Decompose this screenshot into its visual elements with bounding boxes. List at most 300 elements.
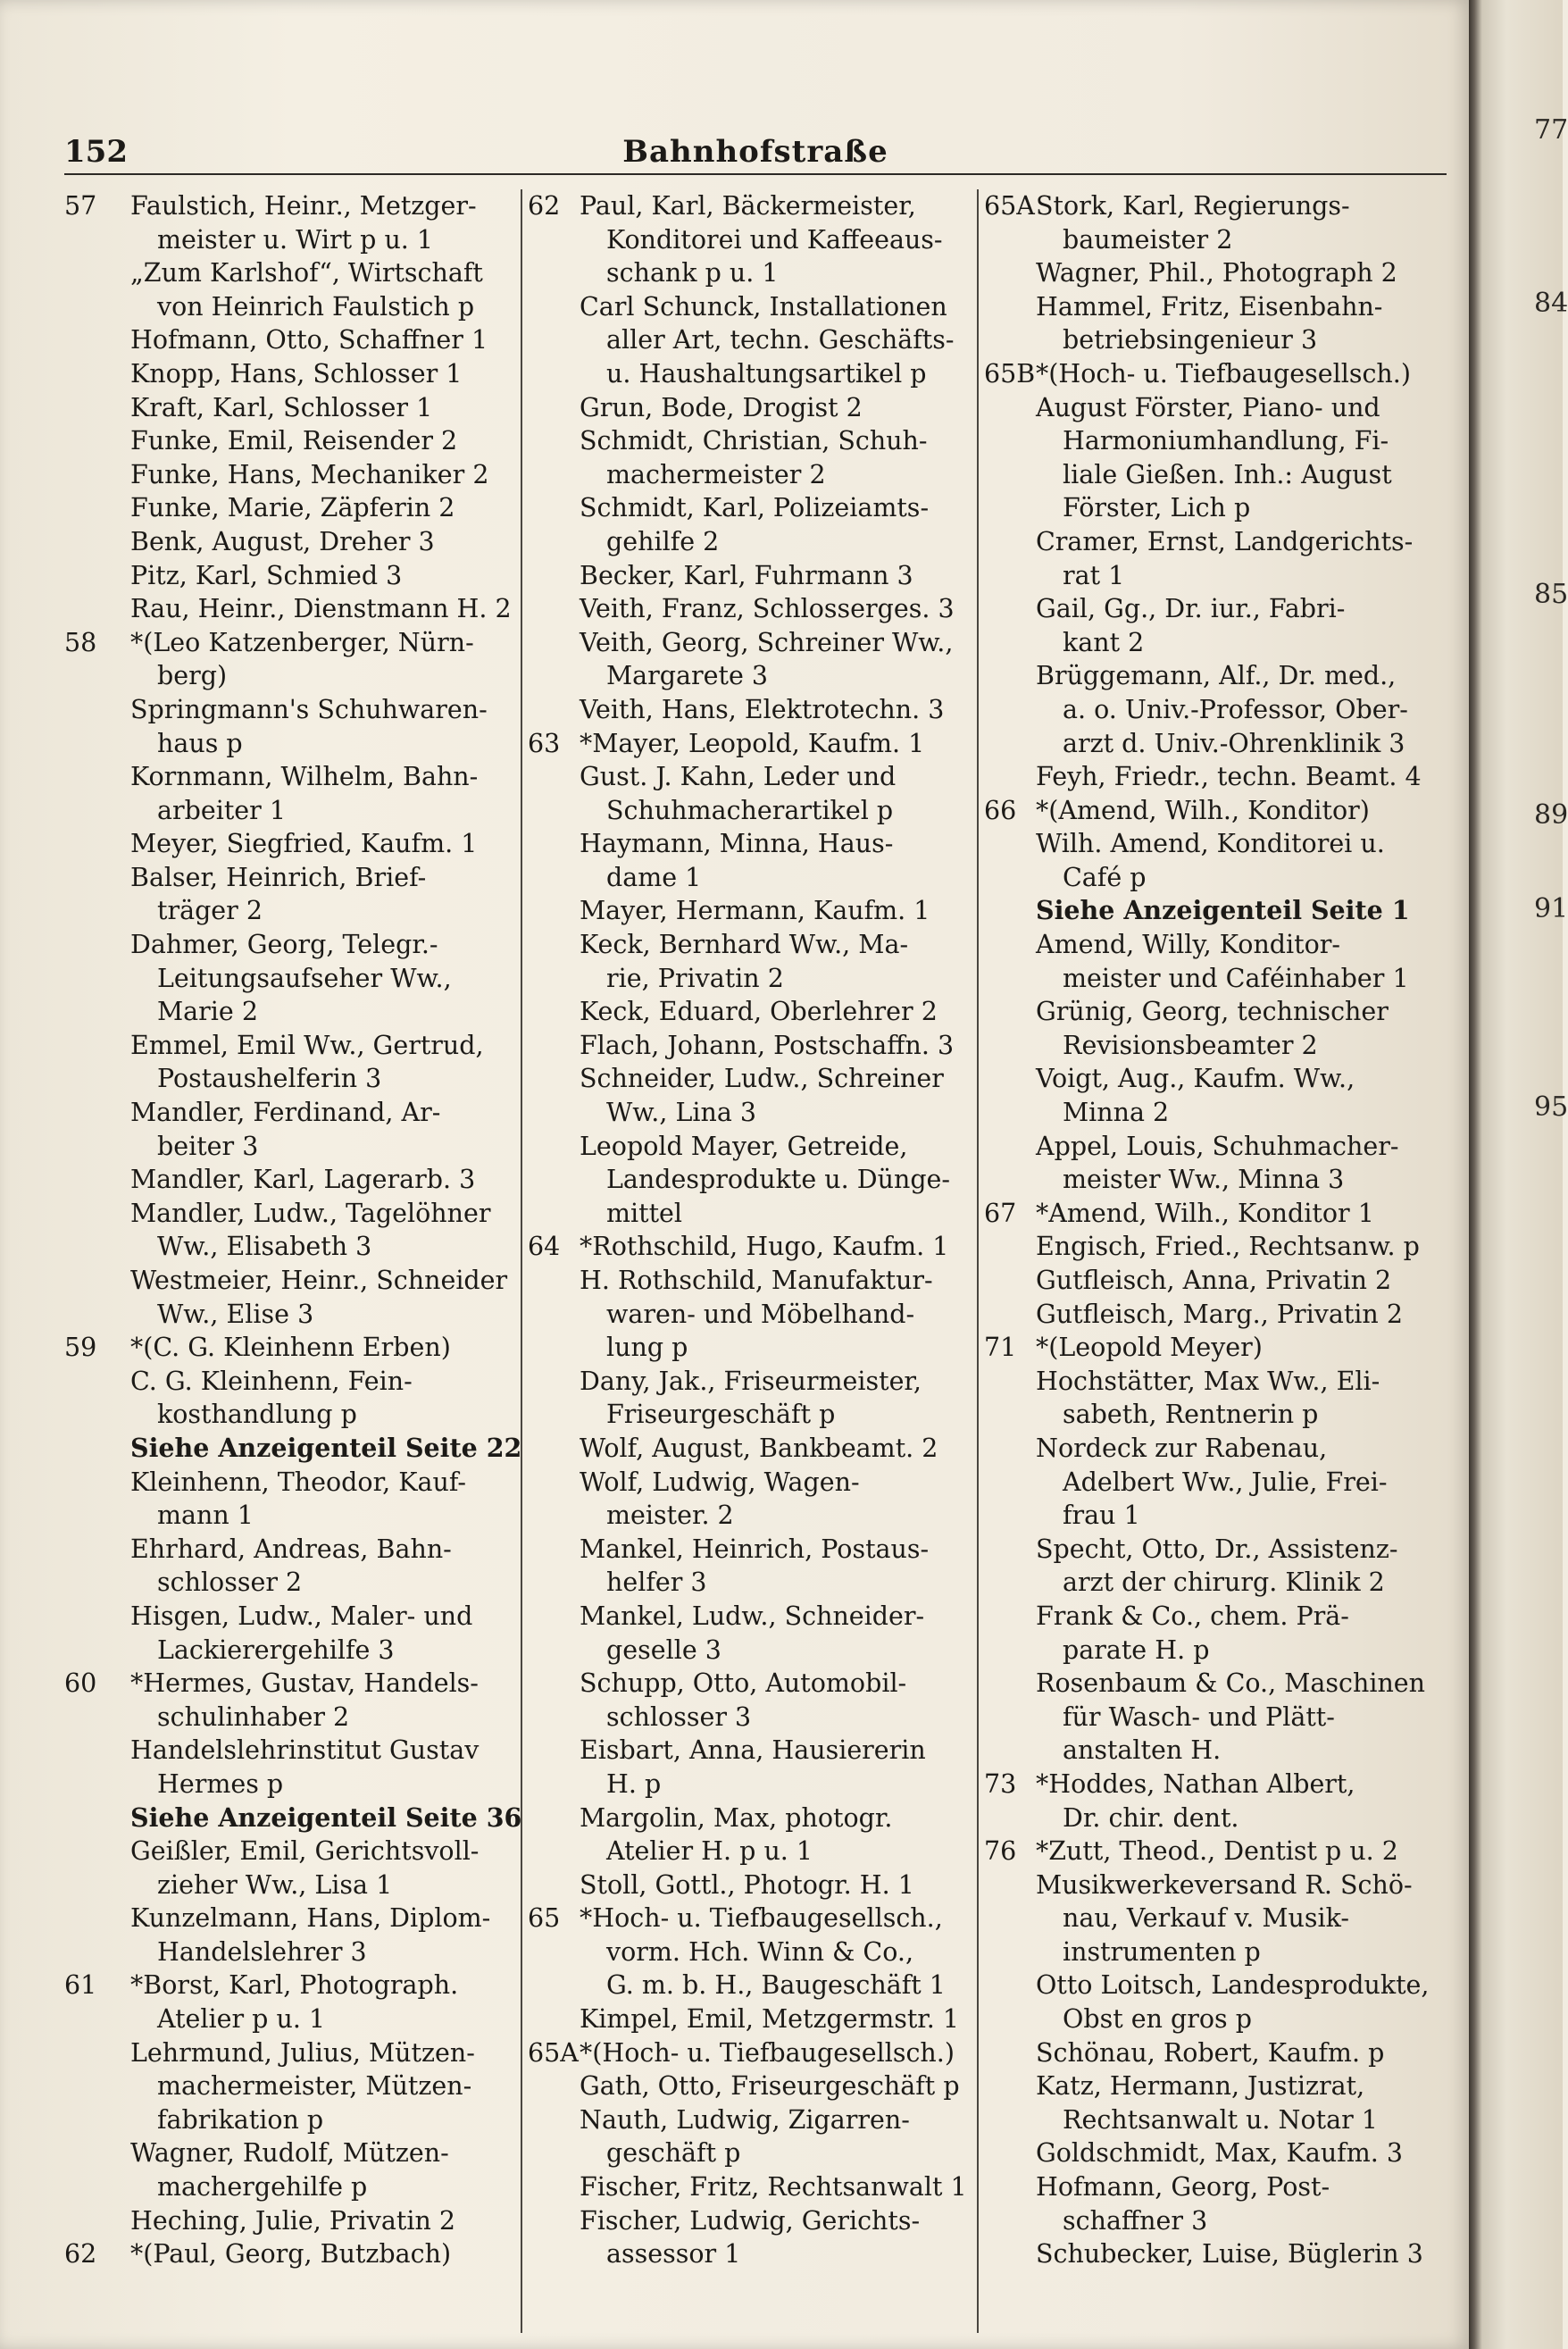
entry-line: *Hoddes, Nathan Albert,: [1036, 1768, 1355, 1799]
directory-entry: [522, 2036, 973, 2070]
entry-continuation-line: mittel: [606, 1198, 683, 1228]
entry-line: „Zum Karlshof“, Wirtschaft: [130, 258, 483, 288]
entry-line: Kornmann, Wilhelm, Bahn-: [130, 762, 479, 792]
entry-line: Hofmann, Georg, Post-: [1036, 2172, 1330, 2203]
directory-entry: [979, 592, 1461, 659]
directory-entry: [522, 1466, 973, 1533]
directory-entry: [979, 760, 1461, 794]
entry-line: Hisgen, Ludw., Maler- und: [130, 1601, 473, 1631]
directory-entry: [522, 290, 973, 391]
entry-continuation-line: nau, Verkauf v. Musik-: [1063, 1903, 1350, 1934]
entry-line: Knopp, Hans, Schlosser 1: [130, 358, 463, 389]
directory-entry: [64, 491, 515, 525]
adjacent-page-number: 84: [1534, 288, 1568, 319]
entry-line: Hochstätter, Max Ww., Eli-: [1036, 1366, 1380, 1396]
directory-entry: [522, 1230, 973, 1264]
entry-continuation-line: arzt der chirurg. Klinik 2: [1063, 1567, 1385, 1598]
entry-line: *(Amend, Wilh., Konditor): [1036, 795, 1370, 825]
directory-entry: [64, 2136, 515, 2203]
directory-entry: [64, 424, 515, 458]
entry-line: Carl Schunck, Installationen: [580, 291, 947, 322]
entry-continuation-line: meister und Caféinhaber 1: [1063, 963, 1409, 993]
directory-entry: [522, 2069, 973, 2103]
directory-entry: [979, 794, 1461, 828]
entry-continuation-line: arzt d. Univ.-Ohrenklinik 3: [1063, 728, 1405, 758]
entry-line: Dahmer, Georg, Telegr.-: [130, 930, 438, 960]
directory-entry: [522, 1264, 973, 1365]
entry-line: Mandler, Ferdinand, Ar-: [130, 1098, 441, 1128]
entry-line: Siehe Anzeigenteil Seite 1: [1036, 895, 1410, 926]
directory-entry: [522, 1533, 973, 1600]
entry-continuation-line: Adelbert Ww., Julie, Frei-: [1063, 1467, 1388, 1497]
directory-entry: [64, 1969, 515, 2036]
advertisement-reference: [979, 894, 1461, 928]
entry-continuation-line: instrumenten p: [1063, 1936, 1261, 1967]
entry-continuation-line: vorm. Hch. Winn & Co.,: [606, 1936, 914, 1967]
directory-entry: [979, 1230, 1461, 1264]
entry-line: Funke, Emil, Reisender 2: [130, 426, 458, 456]
entry-continuation-line: Café p: [1063, 862, 1147, 892]
entry-continuation-line: anstalten H.: [1063, 1735, 1222, 1766]
adjacent-page-number: 89: [1534, 799, 1568, 831]
entry-continuation-line: träger 2: [157, 896, 263, 926]
directory-entry: [979, 2170, 1461, 2237]
directory-entry: [522, 626, 973, 693]
directory-entry: [64, 2204, 515, 2238]
directory-entry: [979, 1600, 1461, 1667]
entry-line: Specht, Otto, Dr., Assistenz-: [1036, 1534, 1398, 1564]
directory-entry: [979, 1062, 1461, 1129]
entry-continuation-line: Konditorei und Kaffeeaus-: [606, 224, 943, 255]
directory-entry: [64, 256, 515, 323]
entry-continuation-line: Hermes p: [157, 1768, 284, 1799]
entry-line: *Hoch- u. Tiefbaugesellsch.,: [580, 1903, 943, 1934]
entry-continuation-line: liale Gießen. Inh.: August: [1063, 459, 1392, 489]
directory-entry: [979, 659, 1461, 760]
directory-entry: [522, 1062, 973, 1129]
entry-line: Wagner, Rudolf, Mützen-: [130, 2138, 449, 2169]
house-number: 76: [984, 1836, 1017, 1867]
directory-entry: [64, 1734, 515, 1801]
directory-entry: [979, 1130, 1461, 1197]
entry-continuation-line: lung p: [606, 1333, 688, 1363]
entry-line: Stoll, Gottl., Photogr. H. 1: [580, 1869, 914, 1900]
directory-entry: [522, 894, 973, 928]
directory-entry: [522, 1029, 973, 1063]
entry-line: Mayer, Hermann, Kaufm. 1: [580, 896, 930, 926]
entry-line: Gath, Otto, Friseurgeschäft p: [580, 2071, 960, 2102]
directory-entry: [979, 827, 1461, 894]
directory-entry: [64, 2237, 515, 2271]
directory-entry: [979, 1331, 1461, 1365]
directory-entry: [979, 1667, 1461, 1768]
entry-line: Fischer, Ludwig, Gerichts-: [580, 2205, 921, 2236]
entry-continuation-line: von Heinrich Faulstich p: [157, 291, 475, 322]
entry-continuation-line: Ww., Lina 3: [606, 1098, 757, 1128]
house-number: 61: [64, 1970, 97, 2001]
house-number: 66: [984, 795, 1017, 825]
directory-entry: [64, 827, 515, 861]
entry-continuation-line: Schuhmacherartikel p: [606, 795, 894, 825]
entry-line: Westmeier, Heinr., Schneider: [130, 1266, 508, 1295]
directory-entry: [64, 760, 515, 827]
directory-entry: [64, 458, 515, 492]
house-number: 64: [528, 1232, 561, 1262]
entry-line: Springmann's Schuhwaren-: [130, 694, 488, 724]
entry-continuation-line: H. p: [606, 1768, 662, 1799]
directory-entry: [979, 2136, 1461, 2170]
entry-continuation-line: kant 2: [1063, 627, 1145, 657]
entry-line: Haymann, Minna, Haus-: [580, 829, 894, 859]
house-number: 60: [64, 1668, 97, 1699]
entry-continuation-line: waren- und Möbelhand-: [606, 1299, 915, 1329]
directory-entry: [64, 1163, 515, 1197]
entry-line: Leopold Mayer, Getreide,: [580, 1131, 908, 1161]
entry-continuation-line: rat 1: [1063, 560, 1125, 590]
entry-line: *(Hoch- u. Tiefbaugesellsch.): [1036, 358, 1411, 389]
house-number: 57: [64, 191, 97, 221]
entry-line: Wolf, August, Bankbeamt. 2: [580, 1433, 938, 1463]
entry-continuation-line: Förster, Lich p: [1063, 493, 1251, 523]
entry-line: Ehrhard, Andreas, Bahn-: [130, 1534, 452, 1564]
directory-entry: [64, 1902, 515, 1969]
directory-entry: [979, 1969, 1461, 2036]
directory-entry: [64, 1096, 515, 1163]
entry-continuation-line: assessor 1: [606, 2239, 741, 2270]
directory-entry: [64, 559, 515, 593]
entry-continuation-line: G. m. b. H., Baugeschäft 1: [606, 1970, 946, 2001]
entry-line: *(Leo Katzenberger, Nürn-: [130, 627, 474, 657]
entry-continuation-line: fabrikation p: [157, 2104, 324, 2135]
directory-entry: [522, 2002, 973, 2036]
directory-entry: [979, 2237, 1461, 2271]
adjacent-page-number: 91: [1534, 893, 1568, 924]
entry-continuation-line: sabeth, Rentnerin p: [1063, 1400, 1319, 1430]
directory-entry: [979, 1868, 1461, 1969]
entry-continuation-line: schulinhaber 2: [157, 1701, 350, 1732]
advertisement-reference: [64, 1801, 522, 1835]
entry-line: Emmel, Emil Ww., Gertrud,: [130, 1030, 484, 1060]
directory-entry: [64, 592, 515, 626]
directory-entry: [522, 491, 973, 558]
directory-entry: [522, 727, 973, 761]
house-number: 59: [64, 1333, 97, 1363]
entry-line: Keck, Bernhard Ww., Ma-: [580, 930, 909, 960]
entry-line: *Amend, Wilh., Konditor 1: [1036, 1198, 1374, 1228]
entry-continuation-line: zieher Ww., Lisa 1: [157, 1869, 393, 1900]
entry-line: Siehe Anzeigenteil Seite 22: [130, 1432, 522, 1463]
entry-line: *(Hoch- u. Tiefbaugesellsch.): [580, 2037, 955, 2068]
entry-line: Voigt, Aug., Kaufm. Ww.,: [1036, 1064, 1355, 1094]
entry-continuation-line: Postaushelferin 3: [157, 1064, 382, 1094]
entry-continuation-line: geselle 3: [606, 1634, 721, 1665]
directory-entry: [522, 760, 973, 827]
directory-entry: [522, 424, 973, 491]
entry-continuation-line: u. Haushaltungsartikel p: [606, 358, 927, 389]
entry-continuation-line: haus p: [157, 728, 243, 758]
entry-line: Gail, Gg., Dr. iur., Fabri-: [1036, 594, 1346, 624]
column-3: [977, 189, 1461, 2333]
entry-line: Goldschmidt, Max, Kaufm. 3: [1036, 2138, 1404, 2169]
house-number: 73: [984, 1768, 1017, 1799]
entry-line: Funke, Hans, Mechaniker 2: [130, 459, 489, 489]
entry-line: Stork, Karl, Regierungs-: [1036, 191, 1350, 221]
entry-line: Schupp, Otto, Automobil-: [580, 1668, 907, 1699]
house-number: 65B: [984, 358, 1036, 389]
entry-line: Rau, Heinr., Dienstmann H. 2: [130, 594, 512, 624]
entry-continuation-line: beiter 3: [157, 1131, 259, 1161]
directory-entry: [64, 525, 515, 559]
entry-line: Lehrmund, Julius, Mützen-: [130, 2037, 475, 2068]
entry-continuation-line: Landesprodukte u. Dünge-: [606, 1165, 951, 1195]
entry-continuation-line: schlosser 2: [157, 1567, 303, 1598]
entry-line: Appel, Louis, Schuhmacher-: [1036, 1131, 1399, 1161]
entry-line: C. G. Kleinhenn, Fein-: [130, 1366, 413, 1396]
entry-continuation-line: Ww., Elise 3: [157, 1299, 314, 1329]
entry-line: Schmidt, Karl, Polizeiamts-: [580, 493, 930, 523]
entry-line: Nordeck zur Rabenau,: [1036, 1433, 1328, 1463]
entry-continuation-line: machermeister, Mützen-: [157, 2071, 472, 2102]
house-number: 65A: [528, 2037, 579, 2068]
entry-continuation-line: frau 1: [1063, 1501, 1140, 1531]
entry-line: Hofmann, Otto, Schaffner 1: [130, 325, 488, 355]
entry-continuation-line: Leitungsaufseher Ww.,: [157, 963, 452, 993]
column-1: [64, 189, 522, 2333]
directory-entry: [979, 1533, 1461, 1600]
entry-continuation-line: rie, Privatin 2: [606, 963, 784, 993]
directory-entry: [522, 1130, 973, 1231]
entry-line: Flach, Johann, Postschaffn. 3: [580, 1030, 955, 1060]
entry-continuation-line: schlosser 3: [606, 1701, 752, 1732]
entry-continuation-line: gehilfe 2: [606, 526, 720, 556]
entry-continuation-line: für Wasch- und Plätt-: [1063, 1701, 1335, 1732]
house-number: 62: [64, 2239, 97, 2270]
entry-line: Becker, Karl, Fuhrmann 3: [580, 560, 913, 590]
directory-entry: [522, 827, 973, 894]
directory-entry: [522, 559, 973, 593]
entry-line: Geißler, Emil, Gerichtsvoll-: [130, 1836, 480, 1867]
directory-entry: [522, 1365, 973, 1432]
directory-entry: [979, 1197, 1461, 1231]
entry-line: Kleinhenn, Theodor, Kauf-: [130, 1467, 466, 1497]
directory-entry: [522, 592, 973, 626]
entry-line: Mankel, Ludw., Schneider-: [580, 1601, 925, 1631]
entry-line: *Rothschild, Hugo, Kaufm. 1: [580, 1232, 949, 1262]
directory-entry: [64, 323, 515, 357]
house-number: 65: [528, 1903, 561, 1934]
directory-entry: [522, 1600, 973, 1667]
directory-entry: [522, 2170, 973, 2204]
entry-line: Paul, Karl, Bäckermeister,: [580, 191, 916, 221]
entry-line: Nauth, Ludwig, Zigarren-: [580, 2104, 910, 2135]
entry-continuation-line: dame 1: [606, 862, 702, 892]
page-number: 152: [64, 134, 128, 170]
entry-continuation-line: kosthandlung p: [157, 1400, 357, 1430]
entry-continuation-line: parate H. p: [1063, 1634, 1210, 1665]
entry-line: H. Rothschild, Manufaktur-: [580, 1266, 933, 1295]
entry-line: Gutfleisch, Anna, Privatin 2: [1036, 1266, 1392, 1295]
entry-continuation-line: Atelier H. p u. 1: [606, 1836, 813, 1867]
entry-line: Amend, Willy, Konditor-: [1036, 930, 1341, 960]
directory-entry: [979, 1264, 1461, 1298]
directory-entry: [522, 928, 973, 995]
entry-continuation-line: a. o. Univ.-Professor, Ober-: [1063, 694, 1408, 724]
entry-continuation-line: geschäft p: [606, 2138, 741, 2169]
directory-entry: [522, 2204, 973, 2271]
directory-entry: [64, 1365, 515, 1432]
adjacent-page-number: 95: [1534, 1091, 1568, 1123]
entry-line: *(C. G. Kleinhenn Erben): [130, 1333, 451, 1363]
directory-entry: [64, 1331, 515, 1365]
directory-entry: [64, 1029, 515, 1096]
directory-entry: [979, 391, 1461, 525]
entry-line: Grünig, Georg, technischer: [1036, 997, 1389, 1027]
entry-line: Veith, Hans, Elektrotechn. 3: [580, 694, 945, 724]
entry-continuation-line: Handelslehrer 3: [157, 1936, 367, 1967]
entry-continuation-line: mann 1: [157, 1501, 254, 1531]
adjacent-page-number: 77: [1534, 114, 1568, 146]
directory-entry: [64, 626, 515, 693]
directory-entry: [979, 995, 1461, 1062]
entry-continuation-line: meister u. Wirt p u. 1: [157, 224, 434, 255]
entry-line: Keck, Eduard, Oberlehrer 2: [580, 997, 938, 1027]
column-2: [521, 189, 973, 2333]
directory-entry: [979, 357, 1461, 391]
entry-continuation-line: machermeister 2: [606, 459, 826, 489]
entry-line: Katz, Hermann, Justizrat,: [1036, 2071, 1365, 2102]
entry-continuation-line: helfer 3: [606, 1567, 707, 1598]
entry-line: Mandler, Karl, Lagerarb. 3: [130, 1165, 476, 1195]
entry-continuation-line: meister Ww., Minna 3: [1063, 1165, 1345, 1195]
entry-line: Schmidt, Christian, Schuh-: [580, 426, 928, 456]
directory-entry: [64, 1466, 515, 1533]
entry-line: Veith, Georg, Schreiner Ww.,: [580, 627, 954, 657]
entry-line: Brüggemann, Alf., Dr. med.,: [1036, 661, 1397, 691]
directory-entry: [522, 1734, 973, 1801]
entry-line: *Hermes, Gustav, Handels-: [130, 1668, 479, 1699]
directory-entry: [64, 357, 515, 391]
entry-line: Kimpel, Emil, Metzgermstr. 1: [580, 2004, 960, 2035]
entry-line: Dany, Jak., Friseurmeister,: [580, 1366, 922, 1396]
directory-entry: [64, 1197, 515, 1264]
advertisement-reference: [64, 1432, 522, 1466]
entry-continuation-line: aller Art, techn. Geschäfts-: [606, 325, 955, 355]
directory-entry: [64, 1835, 515, 1902]
directory-entry: [64, 391, 515, 425]
entry-line: Eisbart, Anna, Hausiererin: [580, 1735, 926, 1766]
entry-line: Faulstich, Heinr., Metzger-: [130, 191, 477, 221]
directory-entry: [522, 2103, 973, 2170]
entry-line: *Mayer, Leopold, Kaufm. 1: [580, 728, 925, 758]
entry-line: Grun, Bode, Drogist 2: [580, 392, 863, 422]
directory-entry: [979, 290, 1461, 357]
directory-entry: [64, 1667, 515, 1734]
entry-line: Meyer, Siegfried, Kaufm. 1: [130, 829, 478, 859]
entry-line: Wilh. Amend, Konditorei u.: [1036, 829, 1385, 859]
entry-line: Engisch, Fried., Rechtsanw. p: [1036, 1232, 1420, 1262]
entry-continuation-line: baumeister 2: [1063, 224, 1233, 255]
house-number: 63: [528, 728, 561, 758]
entry-line: Schneider, Ludw., Schreiner: [580, 1064, 944, 1094]
entry-line: *Borst, Karl, Photograph.: [130, 1970, 459, 2001]
entry-line: *(Leopold Meyer): [1036, 1333, 1263, 1363]
entry-continuation-line: betriebsingenieur 3: [1063, 325, 1318, 355]
directory-entry: [522, 1667, 973, 1734]
directory-entry: [64, 928, 515, 1029]
entry-line: Gutfleisch, Marg., Privatin 2: [1036, 1299, 1403, 1329]
house-number: 67: [984, 1198, 1017, 1228]
entry-line: August Förster, Piano- und: [1036, 392, 1380, 422]
directory-entry: [522, 1902, 973, 2002]
entry-continuation-line: schank p u. 1: [606, 258, 779, 288]
entry-line: Schönau, Robert, Kaufm. p: [1036, 2037, 1385, 2068]
entry-line: Wolf, Ludwig, Wagen-: [580, 1467, 860, 1497]
entry-continuation-line: Ww., Elisabeth 3: [157, 1232, 372, 1262]
entry-continuation-line: Marie 2: [157, 997, 258, 1027]
directory-entry: [979, 1432, 1461, 1533]
entry-line: Otto Loitsch, Landesprodukte,: [1036, 1970, 1430, 2001]
adjacent-page-number: 85: [1534, 579, 1568, 610]
directory-entry: [979, 2036, 1461, 2070]
entry-line: Musikwerkeversand R. Schö-: [1036, 1869, 1413, 1900]
entry-line: Margolin, Max, photogr.: [580, 1802, 893, 1833]
entry-continuation-line: Dr. chir. dent.: [1063, 1802, 1239, 1833]
directory-entry: [979, 189, 1461, 256]
directory-entry: [979, 2069, 1461, 2136]
entry-line: Gust. J. Kahn, Leder und: [580, 762, 897, 792]
entry-line: Rosenbaum & Co., Maschinen: [1036, 1668, 1426, 1699]
running-head: Bahnhofstraße: [622, 134, 888, 170]
directory-entry: [522, 1801, 973, 1868]
entry-continuation-line: arbeiter 1: [157, 795, 286, 825]
entry-line: *Zutt, Theod., Dentist p u. 2: [1036, 1836, 1398, 1867]
entry-line: Kraft, Karl, Schlosser 1: [130, 392, 433, 422]
entry-line: Fischer, Fritz, Rechtsanwalt 1: [580, 2172, 967, 2203]
directory-entry: [64, 189, 515, 256]
entry-line: Feyh, Friedr., techn. Beamt. 4: [1036, 762, 1422, 792]
directory-entry: [64, 1600, 515, 1667]
house-number: 62: [528, 191, 561, 221]
entry-line: Mankel, Heinrich, Postaus-: [580, 1534, 930, 1564]
entry-line: Veith, Franz, Schlosserges. 3: [580, 594, 955, 624]
directory-entry: [522, 995, 973, 1029]
entry-continuation-line: Minna 2: [1063, 1098, 1170, 1128]
entry-continuation-line: schaffner 3: [1063, 2205, 1208, 2236]
entry-line: Hammel, Fritz, Eisenbahn-: [1036, 291, 1383, 322]
entry-line: *(Paul, Georg, Butzbach): [130, 2239, 452, 2270]
directory-entry: [522, 693, 973, 727]
entry-continuation-line: Margarete 3: [606, 661, 769, 691]
entry-line: Balser, Heinrich, Brief-: [130, 862, 427, 892]
entry-line: Kunzelmann, Hans, Diplom-: [130, 1903, 491, 1934]
house-number: 71: [984, 1333, 1017, 1363]
directory-entry: [64, 861, 515, 928]
entry-continuation-line: Harmoniumhandlung, Fi-: [1063, 426, 1389, 456]
entry-continuation-line: Friseurgeschäft p: [606, 1400, 836, 1430]
entry-continuation-line: meister. 2: [606, 1501, 734, 1531]
entry-continuation-line: berg): [157, 661, 228, 691]
house-number: 58: [64, 627, 97, 657]
directory-entry: [64, 2036, 515, 2137]
entry-continuation-line: Lackierergehilfe 3: [157, 1634, 395, 1665]
entry-line: Schubecker, Luise, Büglerin 3: [1036, 2239, 1423, 2270]
directory-entry: [979, 256, 1461, 290]
house-number: 65A: [984, 191, 1035, 221]
entry-continuation-line: Obst en gros p: [1063, 2004, 1252, 2035]
entry-line: Heching, Julie, Privatin 2: [130, 2205, 455, 2236]
entry-line: Siehe Anzeigenteil Seite 36: [130, 1801, 522, 1833]
entry-line: Mandler, Ludw., Tagelöhner: [130, 1198, 491, 1228]
